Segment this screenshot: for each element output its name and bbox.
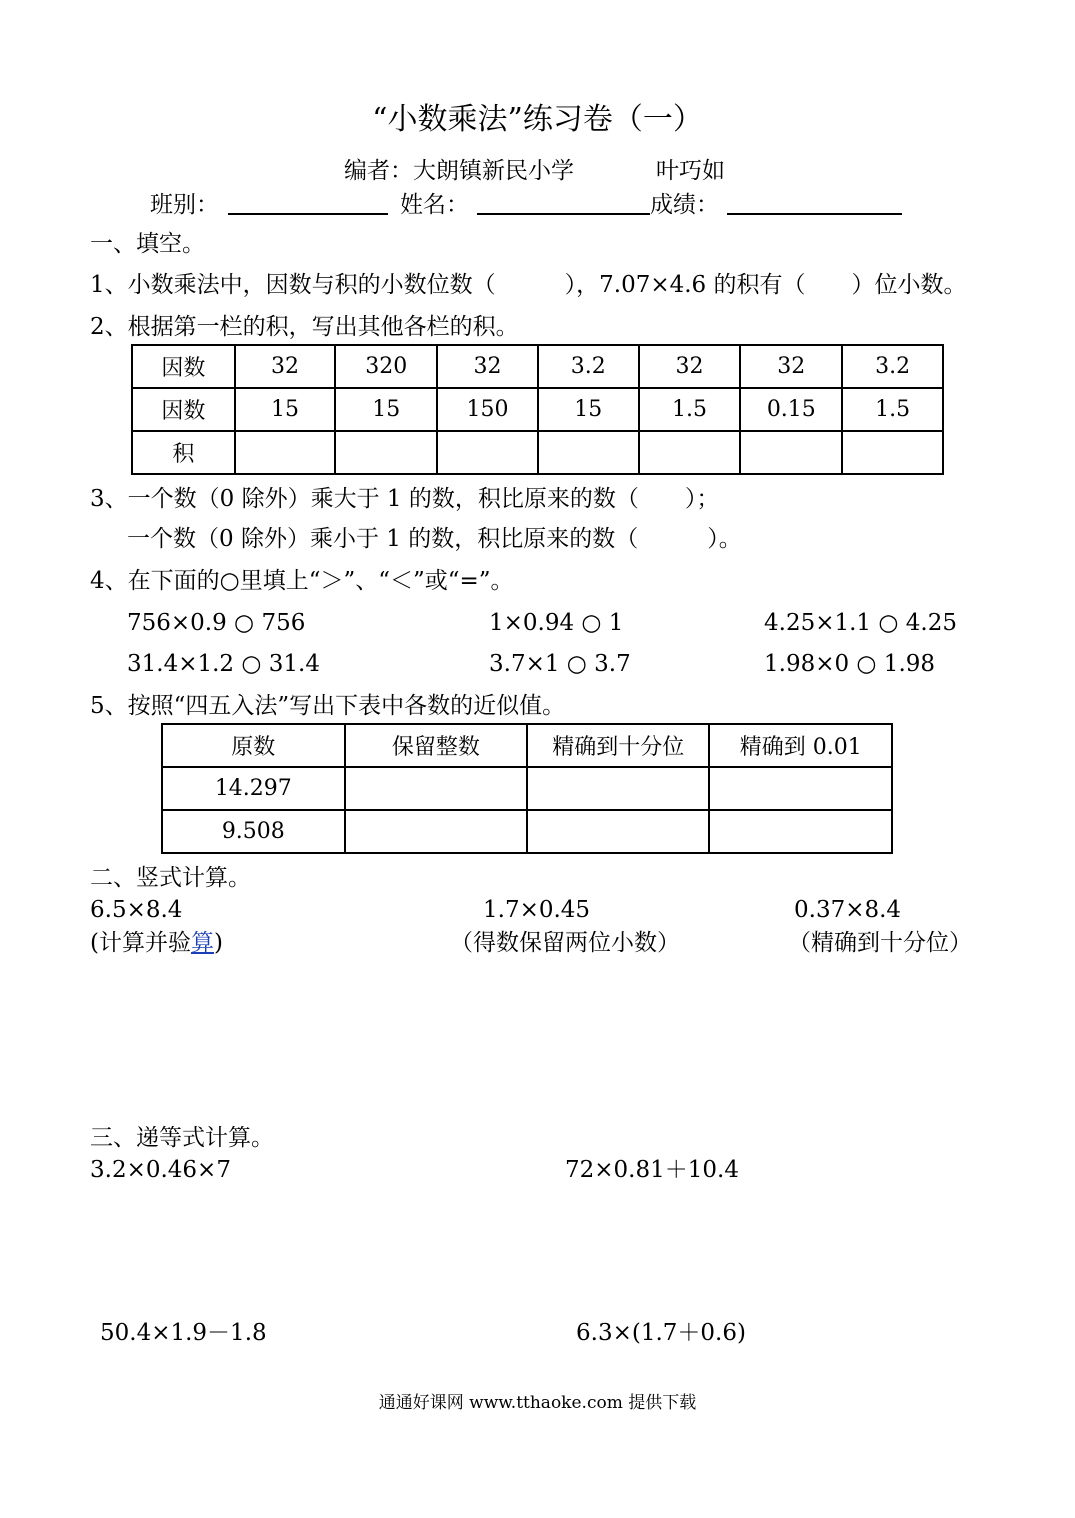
table-cell: 15 xyxy=(235,388,336,431)
problem-note: (计算并验算) xyxy=(90,930,223,956)
table-row xyxy=(132,431,943,474)
step-problem: 50.4×1.9－1.8 xyxy=(100,1320,267,1346)
compare-item: 756×0.9 ○ 756 xyxy=(127,610,306,636)
author-label: 编者：大朗镇新民小学 xyxy=(344,158,574,184)
table-cell: 150 xyxy=(437,388,538,431)
table-row xyxy=(162,810,892,853)
footer-text: 通通好课网 www.tthaoke.com 提供下载 xyxy=(378,1393,697,1413)
table-cell: 15 xyxy=(335,388,437,431)
answer-cell[interactable] xyxy=(709,767,892,810)
section2-heading: 二、竖式计算。 xyxy=(90,865,251,891)
question-3a: 3、一个数（0 除外）乘大于 1 的数，积比原来的数（ ）； xyxy=(90,486,720,512)
table-row xyxy=(162,767,892,810)
vertical-problem: 1.7×0.45 xyxy=(483,897,591,923)
answer-cell[interactable] xyxy=(527,767,709,810)
row-header: 因数 xyxy=(132,388,235,431)
page-title: “小数乘法”练习卷（一） xyxy=(372,102,703,137)
table-cell: 15 xyxy=(538,388,639,431)
table-cell: 1.5 xyxy=(842,388,943,431)
answer-cell[interactable] xyxy=(842,431,943,474)
answer-cell[interactable] xyxy=(335,431,437,474)
step-problem: 6.3×(1.7＋0.6) xyxy=(576,1320,746,1346)
compare-item: 1×0.94 ○ 1 xyxy=(489,610,624,636)
table-row xyxy=(132,345,943,388)
table-cell: 32 xyxy=(740,345,842,388)
column-header: 精确到 0.01 xyxy=(709,724,892,767)
name-field[interactable] xyxy=(477,191,650,219)
problem-note: （精确到十分位） xyxy=(788,930,972,956)
answer-cell[interactable] xyxy=(527,810,709,853)
compare-item: 31.4×1.2 ○ 31.4 xyxy=(127,651,320,677)
score-label: 成绩： xyxy=(650,192,719,218)
vertical-problem: 0.37×8.4 xyxy=(794,897,902,923)
product-table xyxy=(131,344,944,475)
original-number: 14.297 xyxy=(162,767,345,810)
table-cell: 3.2 xyxy=(538,345,639,388)
problem-note: （得数保留两位小数） xyxy=(450,930,680,956)
answer-cell[interactable] xyxy=(740,431,842,474)
answer-cell[interactable] xyxy=(538,431,639,474)
section3-heading: 三、递等式计算。 xyxy=(90,1125,274,1151)
vertical-problem: 6.5×8.4 xyxy=(90,897,183,923)
class-label: 班别： xyxy=(150,192,219,218)
original-number: 9.508 xyxy=(162,810,345,853)
table-row xyxy=(132,388,943,431)
score-field[interactable] xyxy=(727,191,902,219)
row-header: 积 xyxy=(132,431,235,474)
question-4: 4、在下面的○里填上“＞”、“＜”或“=”。 xyxy=(90,568,514,594)
step-problem: 3.2×0.46×7 xyxy=(90,1157,231,1183)
answer-cell[interactable] xyxy=(639,431,741,474)
table-cell: 3.2 xyxy=(842,345,943,388)
compare-item: 1.98×0 ○ 1.98 xyxy=(764,651,936,677)
question-2: 2、根据第一栏的积，写出其他各栏的积。 xyxy=(90,314,519,340)
name-label: 姓名： xyxy=(400,192,469,218)
table-cell: 32 xyxy=(639,345,741,388)
compare-item: 4.25×1.1 ○ 4.25 xyxy=(764,610,957,636)
question-5: 5、按照“四五入法”写出下表中各数的近似值。 xyxy=(90,693,566,719)
table-cell: 1.5 xyxy=(639,388,741,431)
question-1: 1、小数乘法中，因数与积的小数位数（ ），7.07×4.6 的积有（ ）位小数。 xyxy=(90,272,967,298)
column-header: 保留整数 xyxy=(345,724,527,767)
note-link[interactable]: 算 xyxy=(190,930,214,956)
table-cell: 0.15 xyxy=(740,388,842,431)
row-header: 因数 xyxy=(132,345,235,388)
class-field[interactable] xyxy=(228,191,388,219)
column-header: 精确到十分位 xyxy=(527,724,709,767)
table-cell: 32 xyxy=(235,345,336,388)
column-header: 原数 xyxy=(162,724,345,767)
answer-cell[interactable] xyxy=(709,810,892,853)
table-header-row xyxy=(162,724,892,767)
question-3b: 一个数（0 除外）乘小于 1 的数，积比原来的数（ ）。 xyxy=(127,526,742,552)
step-problem: 72×0.81＋10.4 xyxy=(565,1157,739,1183)
table-cell: 32 xyxy=(437,345,538,388)
rounding-table xyxy=(161,723,893,854)
table-cell: 320 xyxy=(335,345,437,388)
author-name: 叶巧如 xyxy=(656,158,725,184)
answer-cell[interactable] xyxy=(345,810,527,853)
section1-heading: 一、填空。 xyxy=(90,231,205,257)
answer-cell[interactable] xyxy=(235,431,336,474)
compare-item: 3.7×1 ○ 3.7 xyxy=(489,651,631,677)
answer-cell[interactable] xyxy=(345,767,527,810)
answer-cell[interactable] xyxy=(437,431,538,474)
